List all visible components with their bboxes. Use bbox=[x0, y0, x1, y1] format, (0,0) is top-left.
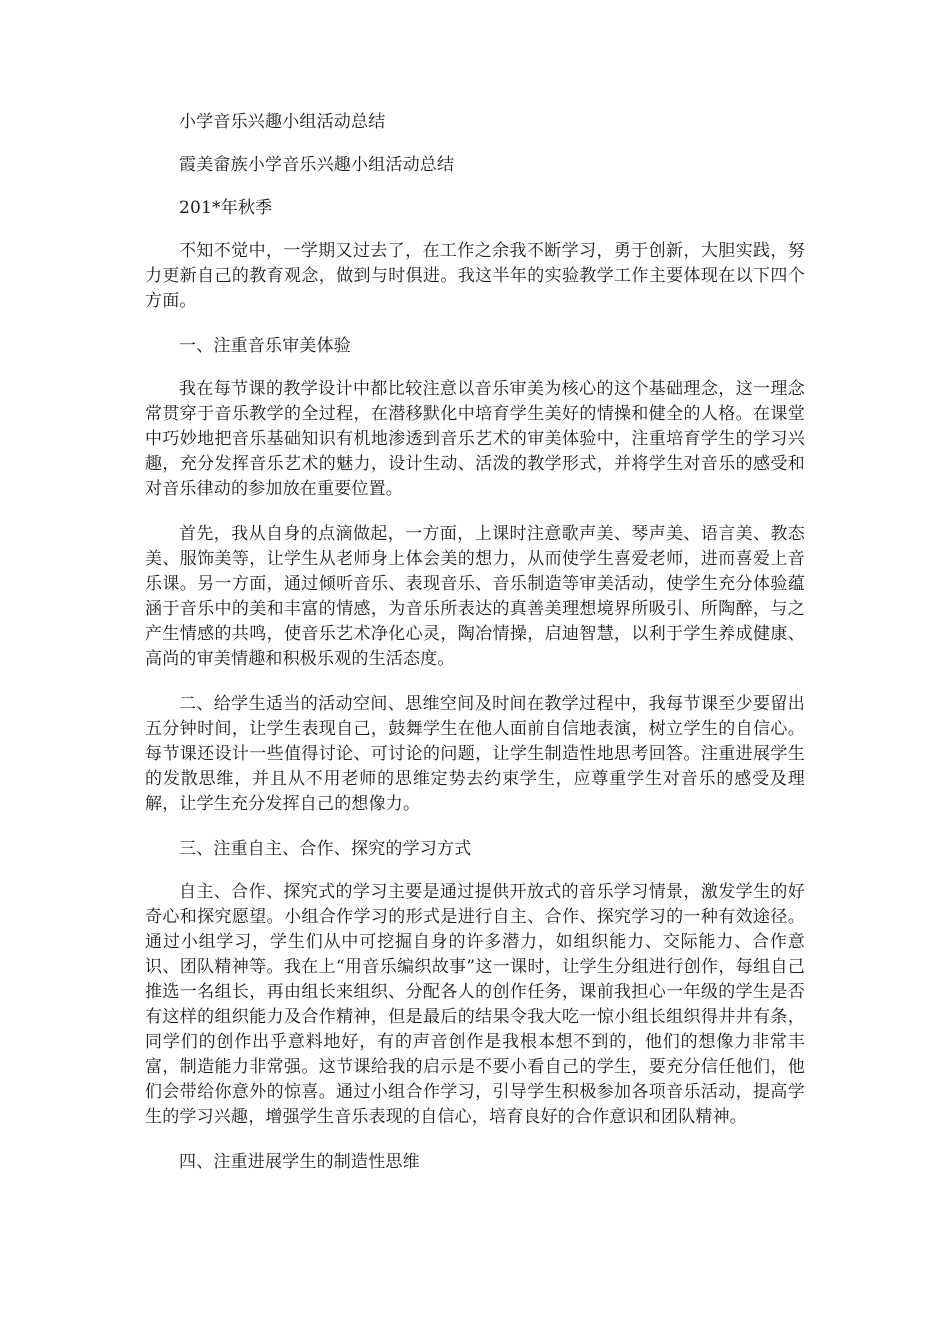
section-paragraph-2: 二、给学生适当的活动空间、思维空间及时间在教学过程中，我每节课至少要留出五分钟时间，让学生表现自己，鼓舞学生在他人面前自信地表演，树立学生的自信心。每节课还设计一些值得讨论、可讨论的问题，让学生制造性地思考回答。注重进展学生的发散思维，并且从不用老师的思维定势去约束学生，应尊重学生对音乐的感受及理解，让学生充分发挥自己的想像力。 bbox=[145, 694, 805, 814]
body-paragraph: 我在每节课的教学设计中都比较注意以音乐审美为核心的这个基础理念，这一理念常贯穿于音乐教学的全过程，在潜移默化中培育学生美好的情操和健全的人格。在课堂中巧妙地把音乐基础知识有机地渗透到音乐艺术的审美体验中，注重培育学生的学习兴趣，充分发挥音乐艺术的魅力，设计生动、活泼的教学形式，并将学生对音乐的感受和对音乐律动的参加放在重要位置。 bbox=[145, 379, 805, 499]
intro-paragraph: 不知不觉中，一学期又过去了，在工作之余我不断学习，勇于创新，大胆实践，努力更新自己的教育观念，做到与时俱进。我这半年的实验教学工作主要体现在以下四个方面。 bbox=[145, 241, 805, 311]
section-heading-4: 四、注重进展学生的制造性思维 bbox=[179, 1152, 420, 1172]
document-body bbox=[145, 110, 805, 1193]
body-paragraph: 首先，我从自身的点滴做起，一方面，上课时注意歌声美、琴声美、语言美、教态美、服饰美等，让学生从老师身上体会美的想力，从而使学生喜爱老师，进而喜爱上音乐课。另一方面，通过倾听音乐、表现音乐、音乐制造等审美活动，使学生充分体验蕴涵于音乐中的美和丰富的情感，为音乐所表达的真善美理想境界所吸引、所陶醉，与之产生情感的共鸣，使音乐艺术净化心灵，陶冶情操，启迪智慧，以利于学生养成健康、高尚的审美情趣和积极乐观的生活态度。 bbox=[145, 524, 805, 669]
document-subtitle: 霞美畲族小学音乐兴趣小组活动总结 bbox=[179, 155, 455, 175]
section-heading-1: 一、注重音乐审美体验 bbox=[179, 336, 351, 356]
body-paragraph: 自主、合作、探究式的学习主要是通过提供开放式的音乐学习情景，激发学生的好奇心和探究愿望。小组合作学习的形式是进行自主、合作、探究学习的一种有效途径。通过小组学习，学生们从中可挖掘自身的许多潜力，如组织能力、交际能力、合作意识、团队精神等。我在上“用音乐编织故事”这一课时，让学生分组进行创作，每组自己推选一名组长，再由组长来组织、分配各人的创作任务，课前我担心一年级的学生是否有这样的组织能力及合作精神，但是最后的结果令我大吃一惊小组长组织得井井有条，同学们的创作出乎意料地好，有的声音创作是我根本想不到的，他们的想像力非常丰富，制造能力非常强。这节课给我的启示是不要小看自己的学生，要充分信任他们，他们会带给你意外的惊喜。通过小组合作学习，引导学生积极参加各项音乐活动，提高学生的学习兴趣，增强学生音乐表现的自信心，培育良好的合作意识和团队精神。 bbox=[145, 882, 805, 1127]
document-date: 201*年秋季 bbox=[179, 198, 273, 218]
section-heading-3: 三、注重自主、合作、探究的学习方式 bbox=[179, 839, 472, 859]
document-title: 小学音乐兴趣小组活动总结 bbox=[179, 112, 386, 132]
